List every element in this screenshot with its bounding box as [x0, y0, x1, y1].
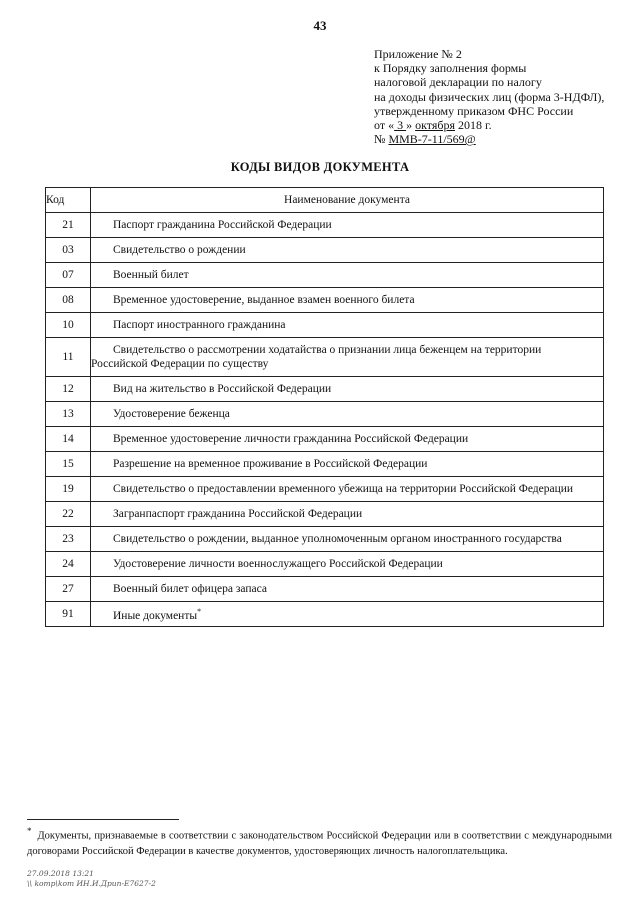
table-row — [46, 452, 604, 477]
row-name — [91, 452, 604, 477]
row-code: 91 — [46, 602, 91, 627]
date-mid: » — [406, 118, 416, 133]
row-name-text: Загранпаспорт гражданина Российской Федерации — [113, 508, 363, 520]
table-row — [46, 313, 604, 338]
row-code: 11 — [46, 338, 91, 377]
number-prefix: № — [374, 132, 389, 147]
table-row — [46, 213, 604, 238]
row-name-line1: Свидетельство о рассмотрении ходатайства о признании лица беженцем на территории — [113, 344, 542, 356]
footnote — [27, 824, 612, 859]
row-code: 10 — [46, 313, 91, 338]
row-name — [91, 577, 604, 602]
document-title: КОДЫ ВИДОВ ДОКУМЕНТА — [230, 160, 410, 174]
row-name-text: Удостоверение беженца — [113, 408, 230, 420]
print-timestamp: 27.09.2018 13:21 — [27, 869, 94, 878]
annex-line: налоговой декларации по налогу — [374, 75, 542, 90]
row-name — [91, 213, 604, 238]
row-name — [91, 477, 604, 502]
row-name-text: Военный билет — [113, 269, 189, 281]
row-code: 19 — [46, 477, 91, 502]
row-name-text: Вид на жительство в Российской Федерации — [113, 383, 332, 395]
row-name — [91, 502, 604, 527]
annex-number — [374, 132, 604, 146]
row-name-text: Военный билет офицера запаса — [113, 583, 267, 595]
row-name-text: Паспорт гражданина Российской Федерации — [113, 219, 332, 231]
row-name-text: Разрешение на временное проживание в Российской Федерации — [113, 458, 428, 470]
footnote-rule — [27, 819, 179, 820]
row-name — [91, 377, 604, 402]
row-name — [91, 402, 604, 427]
row-code: 07 — [46, 263, 91, 288]
row-name-line2: Российской Федерации по существу — [91, 358, 269, 370]
row-name — [91, 552, 604, 577]
order-number: ММВ-7-11/569@ — [388, 132, 476, 147]
row-name-text: Свидетельство о рождении — [113, 244, 246, 256]
row-code: 21 — [46, 213, 91, 238]
row-name — [91, 313, 604, 338]
row-name — [91, 238, 604, 263]
date-suffix: 2018 г. — [455, 118, 492, 133]
row-code: 15 — [46, 452, 91, 477]
table-row — [46, 577, 604, 602]
row-code: 08 — [46, 288, 91, 313]
annex-line: Приложение № 2 — [374, 47, 462, 61]
row-code: 03 — [46, 238, 91, 263]
annex-line: утвержденному приказом ФНС России — [374, 103, 574, 118]
row-name-text: Свидетельство о рождении, выданное уполномоченным органом иностранного государства — [113, 533, 562, 545]
table-row — [46, 527, 604, 552]
header-name: Наименование документа — [91, 188, 604, 213]
row-code: 27 — [46, 577, 91, 602]
annex-block — [374, 47, 604, 146]
row-name-text: Временное удостоверение, выданное взамен военного билета — [113, 294, 415, 306]
table-row — [46, 338, 604, 377]
table-header-row — [46, 188, 604, 213]
row-code: 12 — [46, 377, 91, 402]
annex-date — [374, 118, 604, 132]
date-day: 3 — [394, 118, 407, 133]
row-name — [91, 338, 604, 377]
page-number: 43 — [313, 18, 327, 33]
row-name-text: Паспорт иностранного гражданина — [113, 319, 286, 331]
row-name-text: Удостоверение личности военнослужащего Российской Федерации — [113, 558, 443, 570]
table-row — [46, 263, 604, 288]
row-name — [91, 288, 604, 313]
annex-line: к Порядку заполнения формы — [374, 61, 527, 76]
date-month: октября — [415, 118, 455, 133]
row-name — [91, 527, 604, 552]
table-row — [46, 402, 604, 427]
row-code: 13 — [46, 402, 91, 427]
table-row — [46, 477, 604, 502]
row-name — [91, 602, 604, 627]
date-prefix: от « — [374, 118, 395, 133]
row-code: 22 — [46, 502, 91, 527]
row-name-text: Иные документы — [113, 609, 198, 622]
annex-line: на доходы физических лиц (форма 3-НДФЛ), — [374, 89, 605, 104]
table-row — [46, 427, 604, 452]
table-row — [46, 602, 604, 627]
header-code: Код — [46, 188, 91, 213]
row-code: 14 — [46, 427, 91, 452]
document-codes-table — [45, 187, 604, 627]
footnote-text: Документы, признаваемые в соответствии с законодательством Российской Федерации или в соответствии с международными договорами Российской Федерации в качестве документов, удостоверяющих личность налогоплательщика. — [27, 830, 612, 857]
row-name-text: Свидетельство о предоставлении временного убежища на территории Российской Федерации — [113, 483, 574, 495]
row-name — [91, 427, 604, 452]
table-row — [46, 552, 604, 577]
footnote-mark: * — [27, 826, 32, 836]
table-row — [46, 238, 604, 263]
row-code: 24 — [46, 552, 91, 577]
print-file-path: \\ komp\kom ИН.И.Дрип-Е7627-2 — [27, 879, 156, 888]
footnote-marker: * — [197, 607, 202, 617]
table-row — [46, 502, 604, 527]
table-row — [46, 288, 604, 313]
row-name-text: Временное удостоверение личности гражданина Российской Федерации — [113, 433, 469, 445]
row-name — [91, 263, 604, 288]
row-code: 23 — [46, 527, 91, 552]
table-row — [46, 377, 604, 402]
